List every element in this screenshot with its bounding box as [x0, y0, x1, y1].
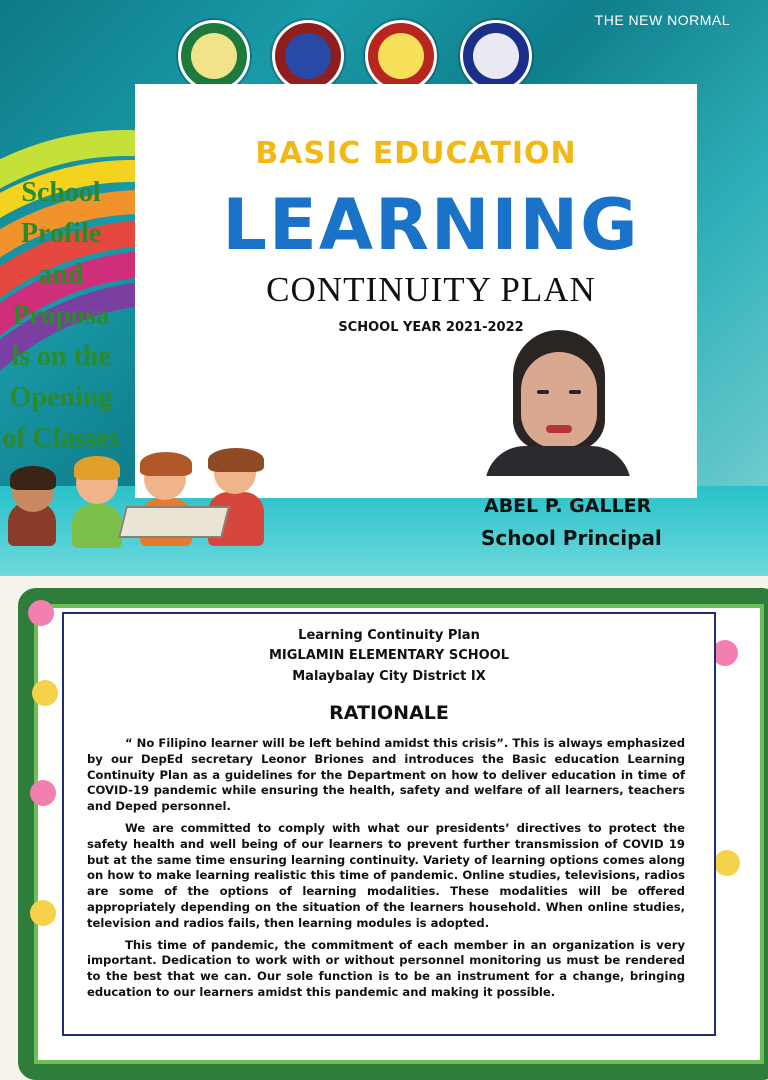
- doc-heading-school: MIGLAMIN ELEMENTARY SCHOOL: [268, 648, 510, 663]
- doc-heading-plan: Learning Continuity Plan: [298, 628, 480, 643]
- division-seal-icon: [272, 20, 344, 92]
- book-icon: [118, 506, 230, 538]
- principal-name: ABEL P. GALLER: [484, 495, 652, 517]
- title-card: [135, 84, 697, 498]
- title-basic-education: BASIC EDUCATION: [255, 136, 577, 171]
- top-label: THE NEW NORMAL: [594, 12, 730, 28]
- document-page: [62, 612, 716, 1036]
- deped-region-seal-icon: [365, 20, 437, 92]
- paragraph: “ No Filipino learner will be left behind amidst this crisis”. This is always emphasized by our DepEd secretary Leonor Briones and introduces the Basic education Learning Continuity Plan as a guidelines for the Department on how to deliver education in time of COVID-19 pandemic while ensuring the health, safety and welfare of all learners, teachers and Deped personnel.: [87, 736, 685, 814]
- paragraph: This time of pandemic, the commitment of each member in an organization is very important. Dedication to work with or without personnel monitoring us must be rendered to the best that we can. Our sole function is to be an instrument for a change, bringing education to our learners amidst this pandemic and making it possible.: [87, 937, 685, 999]
- side-title: School Profile and Proposa ls on the Opening of Classes: [2, 177, 120, 454]
- flower-icon: [714, 850, 740, 876]
- title-continuity-plan: CONTINUITY PLAN: [266, 270, 596, 309]
- flower-icon: [30, 780, 56, 806]
- kids-reading-illustration: [4, 448, 300, 554]
- rationale-body: [87, 736, 685, 1007]
- flower-icon: [30, 900, 56, 926]
- deped-seal-icon: [460, 20, 532, 92]
- principal-role: School Principal: [481, 526, 662, 550]
- school-year: SCHOOL YEAR 2021-2022: [338, 320, 524, 335]
- doc-heading-district: Malaybalay City District IX: [292, 669, 486, 684]
- title-learning: LEARNING: [222, 184, 640, 266]
- principal-photo: [485, 328, 631, 476]
- flower-icon: [28, 600, 54, 626]
- section-title: RATIONALE: [329, 702, 449, 724]
- school-seal-icon: [178, 20, 250, 92]
- flower-icon: [32, 680, 58, 706]
- paragraph: We are committed to comply with what our presidents’ directives to protect the safety health and well being of our learners to prevent further transmission of COVID 19 but at the same time ensuring learning continuity. Variety of learning options comes along on how to make learning realistic this time of pandemic. Online studies, televisions, radios are some of the options of learning modalities. These modalities will be offered appropriately depending on the situation of the learners household. When online studies, television and radios fails, then learning modules is adopted.: [87, 820, 685, 930]
